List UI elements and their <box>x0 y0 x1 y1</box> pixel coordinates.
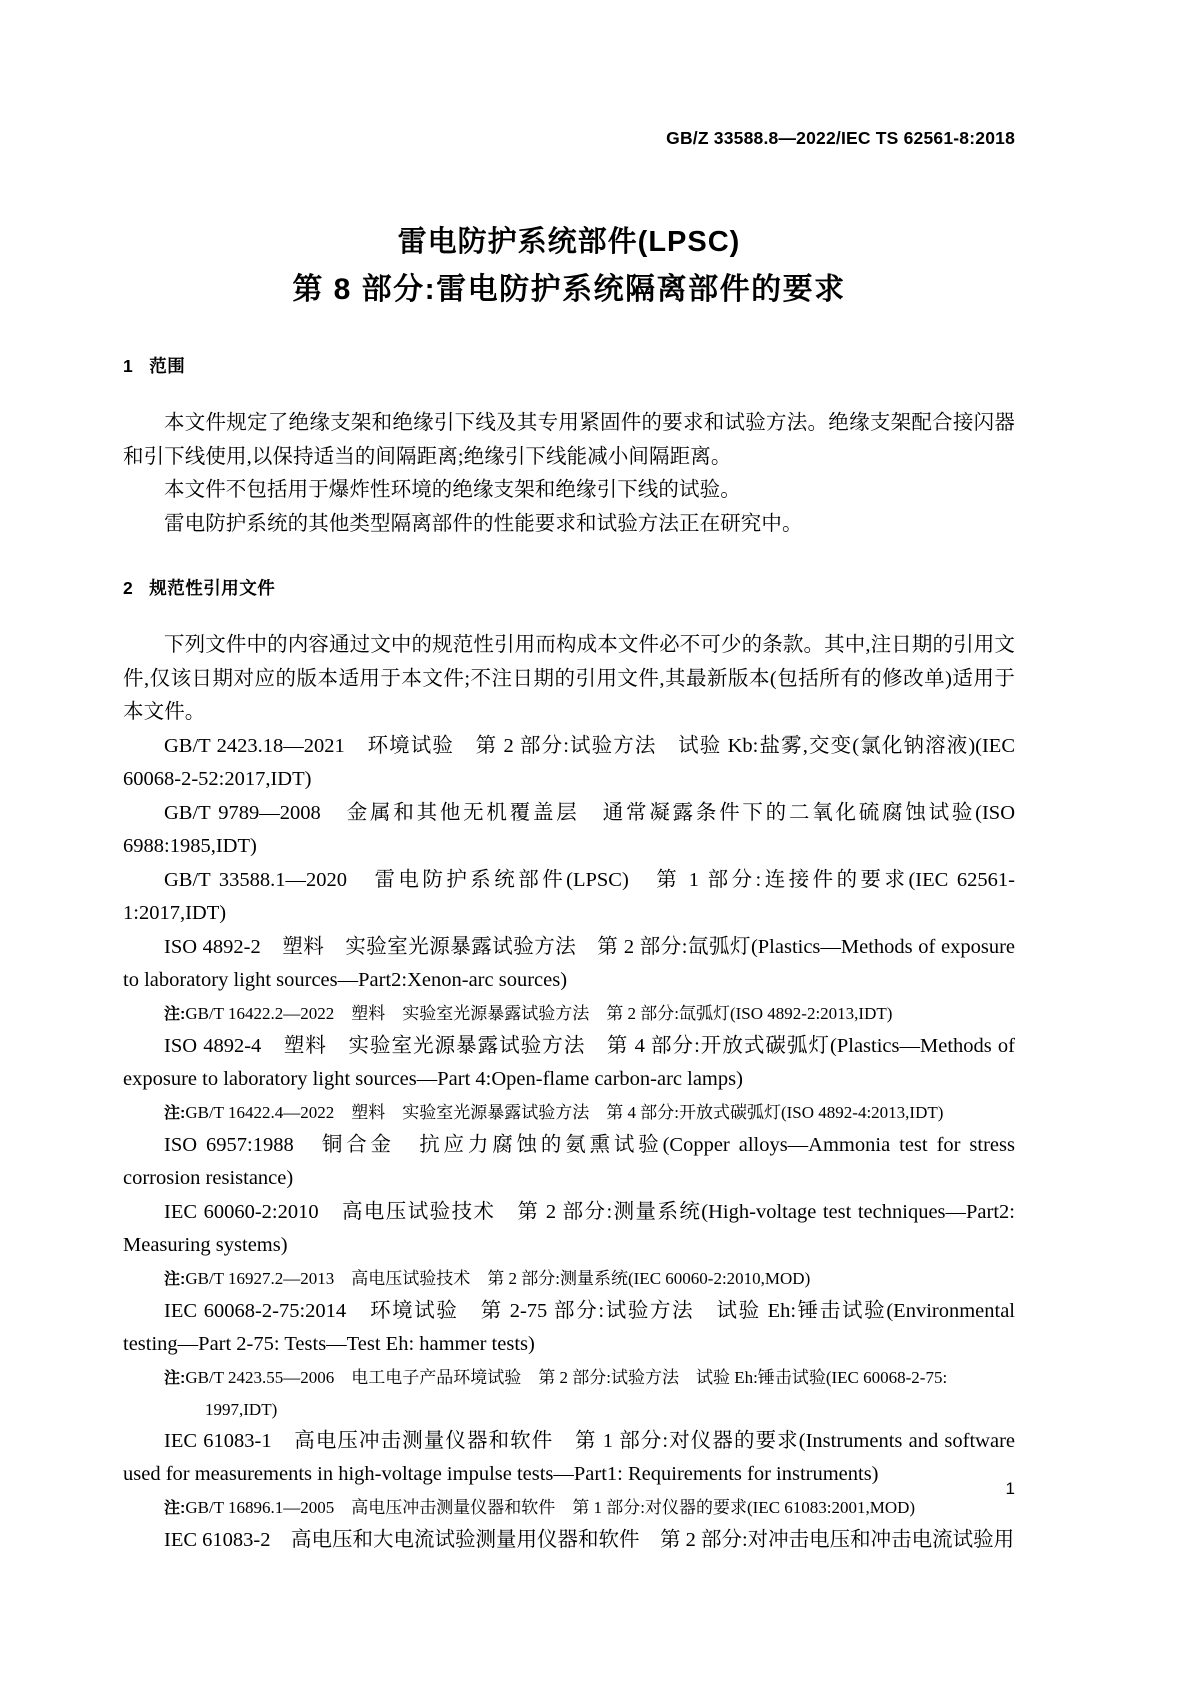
reference-item: IEC 61083-2 高电压和大电流试验测量用仪器和软件 第 2 部分:对冲击电压和冲击电流试验用 <box>164 1528 1015 1551</box>
reference-item: IEC 60068-2-75:2014 环境试验 第 2-75 部分:试验方法 试验 Eh:锤击试验(Environmental testing—Part 2-75: Tests—Test Eh: hammer tests) <box>123 1299 1015 1355</box>
reference-item: GB/T 33588.1—2020 雷电防护系统部件(LPSC) 第 1 部分:连接件的要求(IEC 62561-1:2017,IDT) <box>123 868 1015 924</box>
reference-item: ISO 4892-4 塑料 实验室光源暴露试验方法 第 4 部分:开放式碳弧灯(Plastics—Methods of exposure to laboratory light sources—Part 4:Open-flame carbon-arc lamps) <box>123 1034 1015 1090</box>
paragraph-normative-intro: 下列文件中的内容通过文中的规范性引用而构成本文件必不可少的条款。其中,注日期的引用文件,仅该日期对应的版本适用于本文件;不注日期的引用文件,其最新版本(包括所有的修改单)适用于本文件。 <box>123 634 1015 723</box>
spacer <box>123 377 1015 407</box>
spacer <box>123 541 1015 577</box>
paragraph-scope-2: 本文件不包括用于爆炸性环境的绝缘支架和绝缘引下线的试验。 <box>164 479 741 501</box>
note-label: 注: <box>164 1104 186 1122</box>
note-text: GB/T 2423.55—2006 电工电子产品环境试验 第 2 部分:试验方法 试验 Eh:锤击试验(IEC 60068-2-75: <box>185 1367 948 1387</box>
clause-title-1: 范围 <box>149 356 186 376</box>
paragraph-scope-3: 雷电防护系统的其他类型隔离部件的性能要求和试验方法正在研究中。 <box>164 512 803 535</box>
reference-note <box>123 1263 1015 1295</box>
reference-note <box>123 1097 1015 1129</box>
page-number: 1 <box>1005 1479 1015 1498</box>
reference-note <box>123 1492 1015 1524</box>
reference-item: GB/T 2423.18—2021 环境试验 第 2 部分:试验方法 试验 Kb:盐雾,交变(氯化钠溶液)(IEC 60068-2-52:2017,IDT) <box>123 734 1015 790</box>
reference-item: ISO 6957:1988 铜合金 抗应力腐蚀的氨熏试验(Copper alloys—Ammonia test for stress corrosion resistance) <box>123 1133 1015 1189</box>
document-title-block <box>123 218 1015 314</box>
note-text: GB/T 16927.2—2013 高电压试验技术 第 2 部分:测量系统(IEC 60060-2:2010,MOD) <box>185 1268 811 1288</box>
clause-number-1: 1 <box>123 356 134 376</box>
spacer <box>123 599 1015 629</box>
note-label: 注: <box>164 1005 186 1023</box>
running-header-standard-code: GB/Z 33588.8—2022/IEC TS 62561-8:2018 <box>666 128 1015 148</box>
reference-note-continuation: 1997,IDT) <box>205 1399 278 1419</box>
reference-item: GB/T 9789—2008 金属和其他无机覆盖层 通常凝露条件下的二氧化硫腐蚀试验(ISO 6988:1985,IDT) <box>123 801 1015 857</box>
reference-note <box>123 1362 1015 1394</box>
paragraph-scope-1: 本文件规定了绝缘支架和绝缘引下线及其专用紧固件的要求和试验方法。绝缘支架配合接闪器和引下线使用,以保持适当的间隔距离;绝缘引下线能减小间隔距离。 <box>123 412 1015 468</box>
note-label: 注: <box>164 1270 186 1288</box>
page-content <box>123 0 1015 1684</box>
reference-note <box>123 998 1015 1030</box>
note-text: GB/T 16422.4—2022 塑料 实验室光源暴露试验方法 第 4 部分:开放式碳弧灯(ISO 4892-4:2013,IDT) <box>185 1102 944 1122</box>
clause-title-2: 规范性引用文件 <box>149 578 276 598</box>
clause-heading-1 <box>123 355 1015 377</box>
clause-number-2: 2 <box>123 578 134 598</box>
document-body <box>123 355 1015 1557</box>
note-text: GB/T 16422.2—2022 塑料 实验室光源暴露试验方法 第 2 部分:氙弧灯(ISO 4892-2:2013,IDT) <box>185 1003 893 1023</box>
reference-item: IEC 61083-1 高电压冲击测量仪器和软件 第 1 部分:对仪器的要求(Instruments and software used for measurements in high-voltage impulse tests—Part1: Requirements for instruments) <box>123 1429 1015 1485</box>
note-label: 注: <box>164 1369 186 1387</box>
note-label: 注: <box>164 1499 186 1517</box>
document-title-line-2: 第 8 部分:雷电防护系统隔离部件的要求 <box>292 273 846 306</box>
note-text: GB/T 16896.1—2005 高电压冲击测量仪器和软件 第 1 部分:对仪器的要求(IEC 61083:2001,MOD) <box>185 1497 916 1517</box>
reference-item: ISO 4892-2 塑料 实验室光源暴露试验方法 第 2 部分:氙弧灯(Plastics—Methods of exposure to laboratory light sources—Part2:Xenon-arc sources) <box>123 935 1015 991</box>
clause-heading-2 <box>123 577 1015 599</box>
document-title-line-1: 雷电防护系统部件(LPSC) <box>397 226 741 258</box>
reference-item: IEC 60060-2:2010 高电压试验技术 第 2 部分:测量系统(High-voltage test techniques—Part2: Measuring systems) <box>123 1200 1015 1256</box>
